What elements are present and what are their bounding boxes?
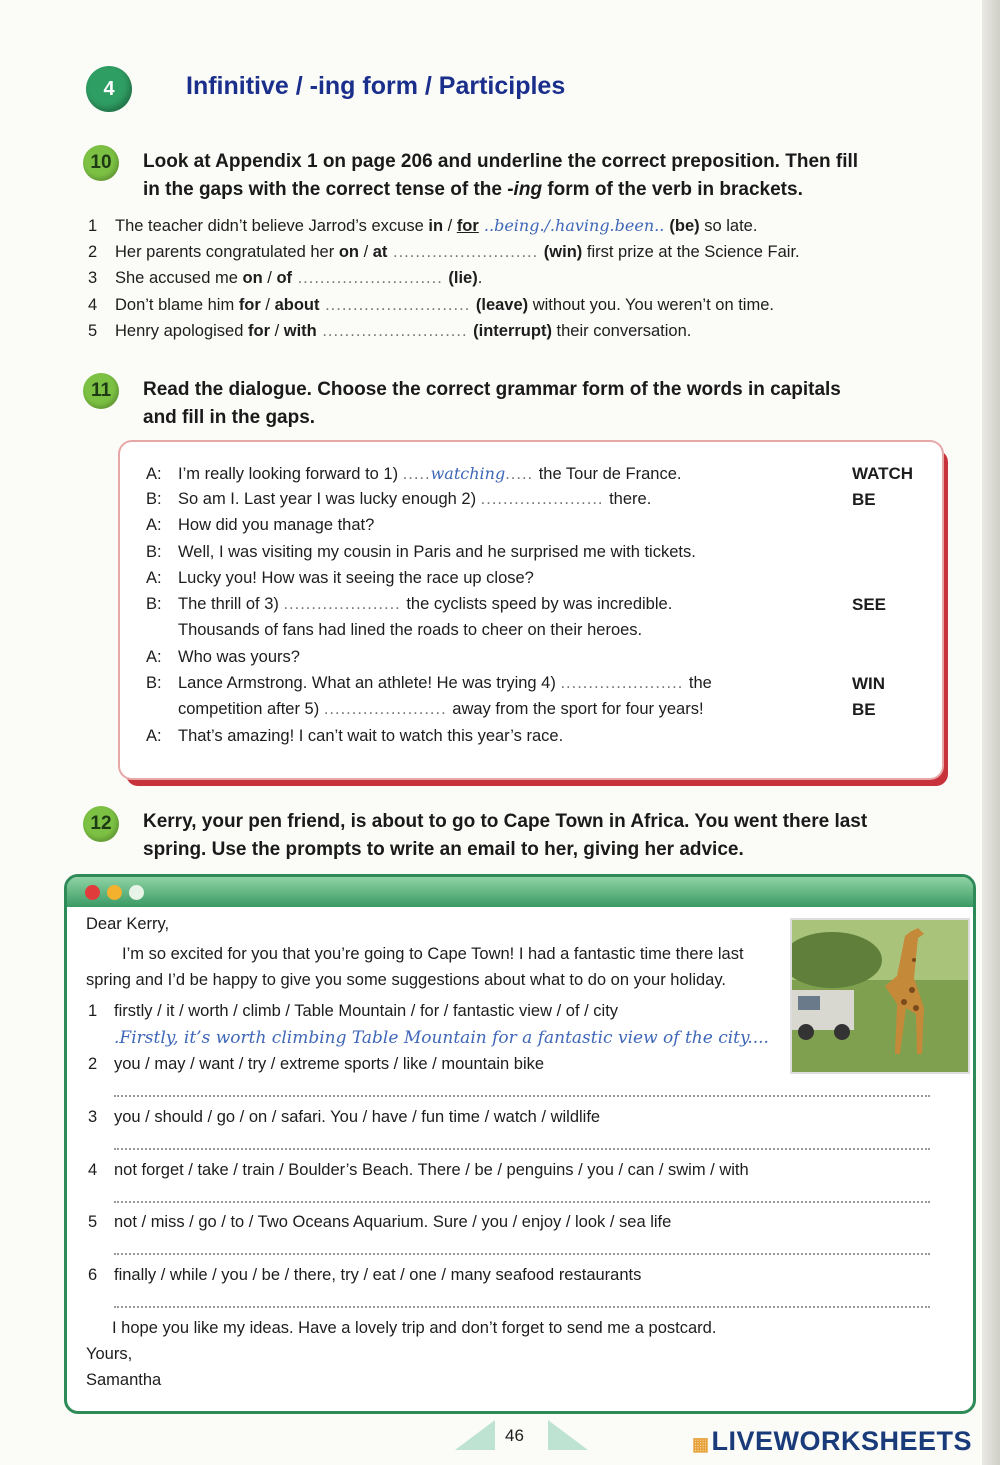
email-titlebar: [67, 877, 973, 907]
exercise-10-badge: [83, 145, 119, 181]
dialogue-line: [146, 569, 534, 588]
watermark-logo: [692, 1426, 972, 1457]
item-text: Don’t blame him: [115, 296, 239, 314]
page-decoration: [548, 1420, 588, 1450]
item-number: 3: [88, 269, 98, 287]
instruction-line: and fill in the gaps.: [143, 407, 316, 428]
dialogue-text: away from the sport for four years!: [452, 700, 704, 718]
ex10-item: [88, 269, 482, 288]
prompt-number: 3: [88, 1108, 98, 1126]
dialogue-line: [146, 595, 672, 614]
dialogue-line: [146, 490, 651, 509]
verb-prompt: (interrupt): [473, 322, 552, 340]
email-prompt: [88, 1055, 544, 1074]
item-text: without you. You weren’t on time.: [528, 296, 774, 314]
answer-line[interactable]: [114, 1306, 930, 1308]
ex10-item: [88, 243, 800, 262]
giraffe-illustration: [792, 920, 968, 1072]
exercise-12-instruction: [143, 808, 867, 864]
item-text: Henry apologised: [115, 322, 248, 340]
verb-prompt: (leave): [475, 296, 529, 314]
email-prompt: [88, 1266, 641, 1285]
separator: /: [262, 269, 277, 287]
dialogue-text: Lance Armstrong. What an athlete! He was trying 4): [178, 674, 561, 692]
email-body-text: spring and I’d be happy to give you some suggestions about what to do on your holiday.: [86, 971, 726, 989]
capital-word: BE: [852, 700, 876, 719]
dialogue-line: [146, 648, 300, 667]
separator: /: [260, 296, 275, 314]
dialogue-text: Well, I was visiting my cousin in Paris and he surprised me with tickets.: [178, 543, 696, 561]
page-decoration: [455, 1420, 495, 1450]
dialogue-text: I’m really looking forward to 1): [178, 465, 403, 483]
answer-gap[interactable]: ......................: [560, 674, 689, 692]
prompt-text: finally / while / you / be / there, try / eat / one / many seafood restaurants: [114, 1266, 642, 1284]
prompt-number: 5: [88, 1213, 98, 1231]
separator: /: [358, 243, 373, 261]
prompt-number: 1: [88, 1002, 98, 1020]
speaker: B:: [146, 490, 162, 508]
preposition-option[interactable]: for: [238, 296, 261, 314]
speaker: A:: [146, 465, 162, 483]
separator: /: [270, 322, 284, 340]
dialogue-line: [146, 700, 704, 719]
verb-prompt: (lie): [448, 269, 478, 287]
dialogue-line: [146, 621, 642, 640]
capital-word: WIN: [852, 674, 886, 693]
answer-gap[interactable]: .....: [505, 465, 539, 483]
item-text: .: [477, 269, 483, 287]
speaker: A:: [146, 648, 162, 666]
preposition-option[interactable]: for: [248, 322, 270, 340]
answer-gap[interactable]: ..being./.having.been..: [478, 216, 670, 235]
prompt-number: 6: [88, 1266, 98, 1284]
answer-gap[interactable]: ..........................: [387, 243, 544, 261]
preposition-option[interactable]: about: [274, 296, 320, 314]
dialogue-text: So am I. Last year I was lucky enough 2): [178, 490, 481, 508]
page-number: 46: [505, 1426, 524, 1445]
capital-word: BE: [852, 490, 876, 509]
verb-prompt: (win): [543, 243, 583, 261]
preposition-option[interactable]: in: [428, 217, 444, 235]
preposition-option[interactable]: on: [338, 243, 359, 261]
ex10-item: [88, 296, 774, 315]
preposition-option[interactable]: on: [242, 269, 263, 287]
instruction-emphasis: -ing: [507, 179, 543, 200]
dialogue-text: How did you manage that?: [178, 516, 375, 534]
item-number: 5: [88, 322, 98, 340]
capital-word: WATCH: [852, 464, 914, 483]
unit-badge: [86, 66, 132, 112]
instruction-line: spring. Use the prompts to write an email to her, giving her advice.: [143, 839, 744, 860]
dialogue-text: Lucky you! How was it seeing the race up close?: [178, 569, 534, 587]
prompt-text: not forget / take / train / Boulder’s Beach. There / be / penguins / you / can / swim / with: [114, 1161, 749, 1179]
exercise-11-instruction: [143, 376, 841, 432]
maximize-dot-icon: [129, 885, 144, 900]
instruction-text: form of the verb in brackets.: [542, 179, 803, 200]
dialogue-text: the Tour de France.: [538, 465, 682, 483]
speaker: B:: [146, 674, 162, 692]
handwritten-answer: watching: [430, 464, 506, 483]
logo-icon: ▦: [692, 1434, 710, 1454]
preposition-option[interactable]: at: [372, 243, 388, 261]
unit-title: Infinitive / -ing form / Participles: [186, 72, 566, 100]
prompt-text: not / miss / go / to / Two Oceans Aquarium. Sure / you / enjoy / look / sea life: [114, 1213, 672, 1231]
dialogue-text: The thrill of 3): [178, 595, 284, 613]
email-closing: I hope you like my ideas. Have a lovely trip and don’t forget to send me a postcard.: [112, 1319, 717, 1337]
prompt-number: 4: [88, 1161, 98, 1179]
instruction-line: Kerry, your pen friend, is about to go to Cape Town in Africa. You went there last: [143, 811, 868, 832]
item-text: She accused me: [115, 269, 243, 287]
answer-line[interactable]: [114, 1148, 930, 1150]
dialogue-text: Who was yours?: [178, 648, 300, 666]
item-number: 1: [88, 217, 98, 235]
email-body-text: I’m so excited for you that you’re going to Cape Town! I had a fantastic time there last: [122, 945, 744, 963]
speaker: B:: [146, 543, 162, 561]
item-text: so late.: [699, 217, 758, 235]
dialogue-text: That’s amazing! I can’t wait to watch this year’s race.: [178, 727, 564, 745]
exercise-10-instruction: [143, 148, 858, 204]
ex10-item: [88, 322, 691, 341]
ex10-item: [88, 216, 757, 236]
answer-line[interactable]: [114, 1095, 930, 1097]
preposition-option[interactable]: for: [456, 217, 479, 235]
separator: /: [443, 217, 457, 235]
unit-number: 4: [103, 77, 115, 100]
exercise-11-badge: [83, 373, 119, 409]
email-signoff: Yours,: [86, 1345, 133, 1363]
answer-gap[interactable]: ..........................: [319, 296, 476, 314]
instruction-line: Look at Appendix 1 on page 206 and underline the correct preposition. Then fill: [143, 151, 859, 172]
answer-gap[interactable]: ......................: [323, 700, 453, 718]
item-text: first prize at the Science Fair.: [582, 243, 800, 261]
verb-prompt: (be): [669, 217, 700, 235]
email-greeting: Dear Kerry,: [86, 915, 170, 933]
speaker: A:: [146, 516, 162, 534]
prompt-number: 2: [88, 1055, 98, 1073]
email-prompt: [88, 1002, 618, 1021]
exercise-number: 11: [90, 380, 112, 401]
exercise-number: 10: [90, 152, 112, 173]
prompt-text: you / should / go / on / safari. You / have / fun time / watch / wildlife: [114, 1108, 601, 1126]
dialogue-line: [146, 464, 681, 484]
item-text: Her parents congratulated her: [115, 243, 339, 261]
item-text: their conversation.: [551, 322, 692, 340]
page-edge: [982, 0, 1000, 1465]
speaker: A:: [146, 569, 162, 587]
giraffe-photo: [790, 918, 970, 1074]
preposition-option[interactable]: with: [283, 322, 317, 340]
dialogue-text: competition after 5): [178, 700, 324, 718]
preposition-option[interactable]: of: [276, 269, 293, 287]
email-prompt: [88, 1213, 671, 1232]
instruction-line: [143, 176, 858, 204]
answer-gap[interactable]: .....: [402, 465, 431, 483]
exercise-number: 12: [90, 813, 112, 834]
dialogue-text: the: [688, 674, 712, 692]
answer-gap[interactable]: ..........................: [316, 322, 474, 340]
item-number: 4: [88, 296, 98, 314]
watermark-text: LIVEWORKSHEETS: [711, 1426, 973, 1456]
answer-line[interactable]: [114, 1253, 930, 1255]
item-text: The teacher didn’t believe Jarrod’s excuse: [115, 217, 429, 235]
dialogue-line: [146, 674, 712, 693]
email-prompt: [88, 1108, 600, 1127]
exercise-12-badge: [83, 806, 119, 842]
email-prompt: [88, 1161, 749, 1180]
dialogue-line: [146, 727, 563, 746]
minimize-dot-icon: [107, 885, 122, 900]
dialogue-text: there.: [609, 490, 652, 508]
dialogue-line: [146, 516, 374, 535]
answer-gap[interactable]: .....................: [283, 595, 407, 613]
prompt-text: firstly / it / worth / climb / Table Mountain / for / fantastic view / of / city: [114, 1002, 619, 1020]
answer-line[interactable]: [114, 1201, 930, 1203]
prompt-text: you / may / want / try / extreme sports / like / mountain bike: [114, 1055, 545, 1073]
speaker: A:: [146, 727, 162, 745]
email-signature: Samantha: [86, 1371, 162, 1389]
speaker: B:: [146, 595, 162, 613]
dialogue-text: Thousands of fans had lined the roads to cheer on their heroes.: [178, 621, 643, 639]
dialogue-text: the cyclists speed by was incredible.: [406, 595, 673, 613]
close-dot-icon: [85, 885, 100, 900]
handwritten-answer[interactable]: .Firstly, it’s worth climbing Table Mountain for a fantastic view of the city....: [114, 1028, 769, 1048]
dialogue-line: [146, 543, 696, 562]
instruction-line: Read the dialogue. Choose the correct grammar form of the words in capitals: [143, 379, 841, 400]
capital-word: SEE: [852, 595, 887, 614]
item-number: 2: [88, 243, 98, 261]
answer-gap[interactable]: ..........................: [292, 269, 449, 287]
instruction-text: in the gaps with the correct tense of the: [143, 179, 508, 200]
answer-gap[interactable]: ......................: [480, 490, 610, 508]
